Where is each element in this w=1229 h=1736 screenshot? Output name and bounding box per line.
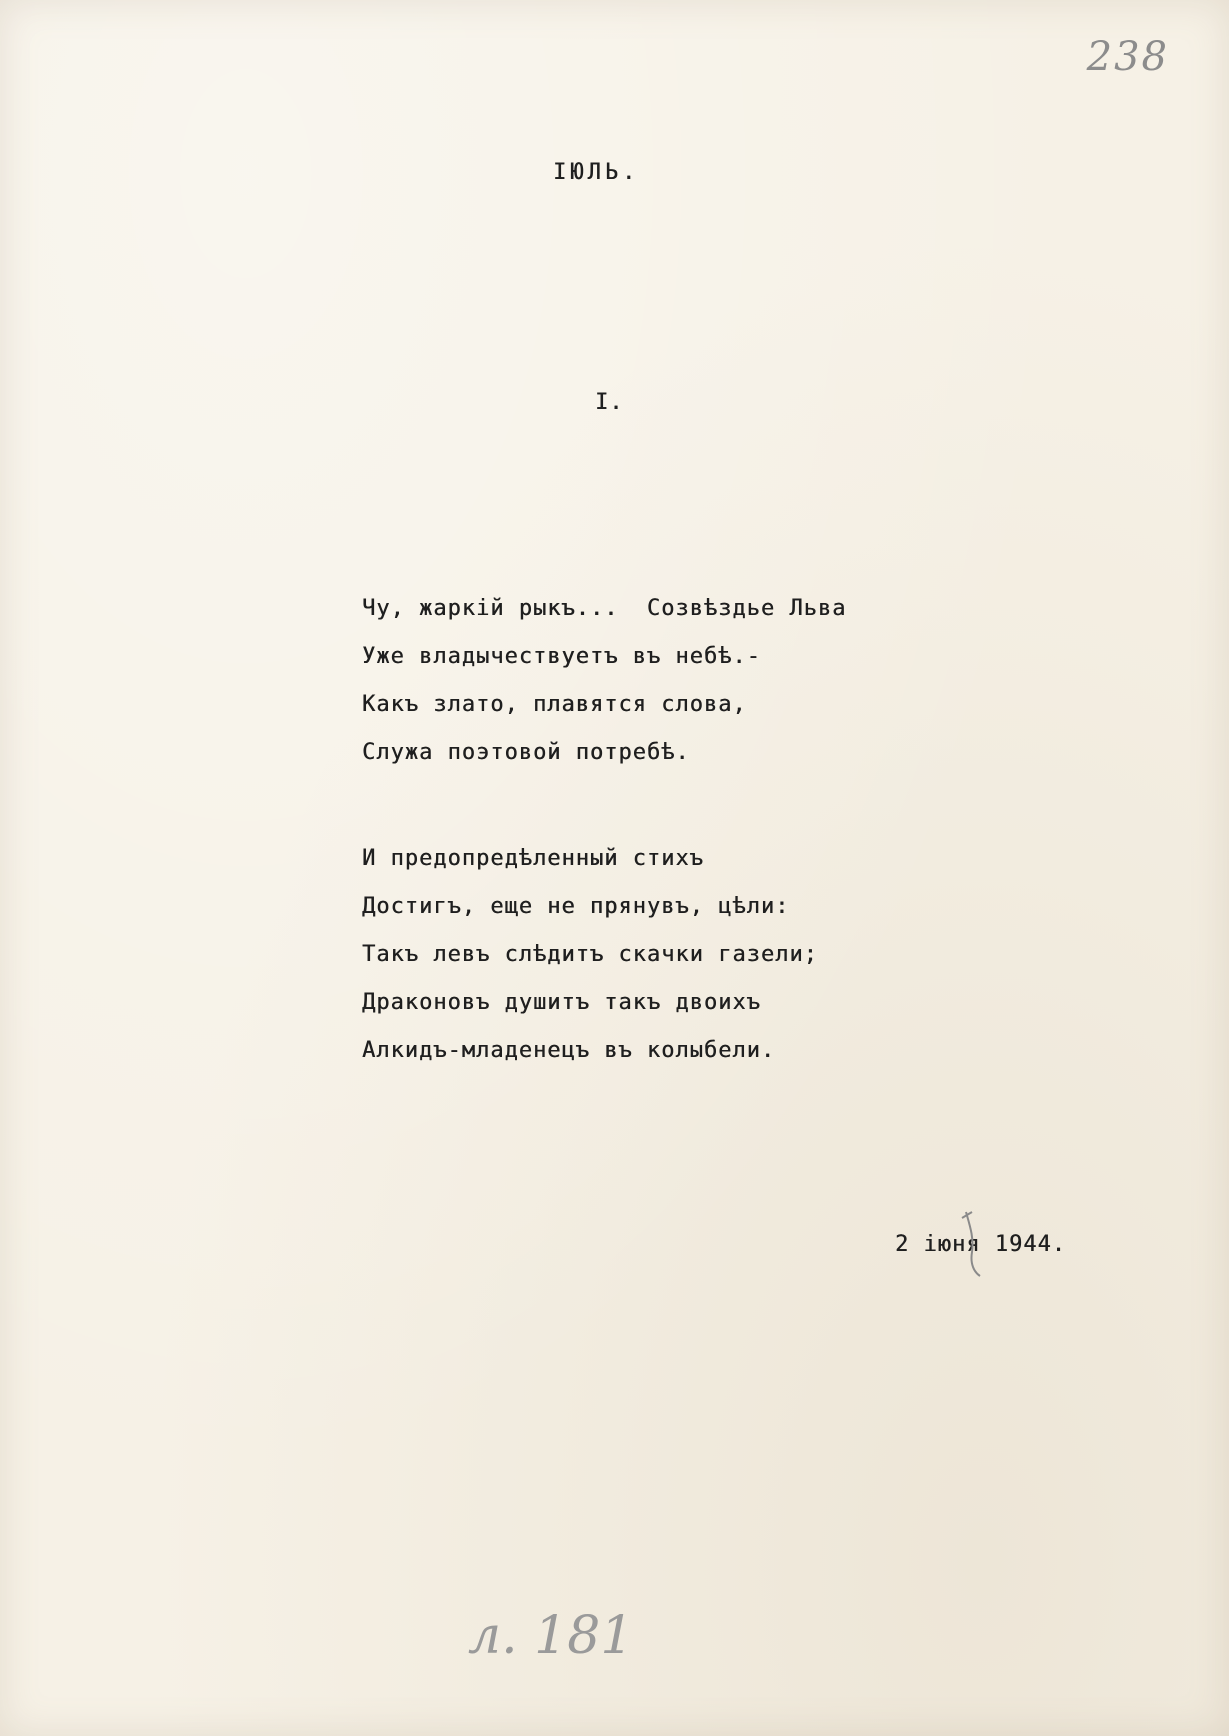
stanza-1 xyxy=(362,585,846,777)
verse-line: Служа поэтовой потребѣ. xyxy=(362,740,690,765)
verse-line: Драконовъ душитъ такъ двоихъ xyxy=(362,990,761,1015)
verse-line: Такъ левъ слѣдитъ скачки газели; xyxy=(362,942,818,967)
verse-line: Какъ злато, плавятся слова, xyxy=(362,692,747,717)
verse-line: Уже владычествуетъ въ небѣ.- xyxy=(362,644,761,669)
archive-sheet-number: л. 181 xyxy=(468,1606,634,1666)
verse-line: Достигъ, еще не прянувъ, цѣли: xyxy=(362,894,790,919)
poem-date: 2 іюня 1944. xyxy=(895,1232,1066,1257)
section-numeral: I. xyxy=(595,390,624,415)
handwritten-correction-mark xyxy=(958,1208,984,1278)
verse-line: Чу, жаркій рыкъ... Созвѣздье Льва xyxy=(362,596,847,621)
verse-line: И предопредѣленный стихъ xyxy=(362,846,704,871)
archive-page-number: 238 xyxy=(1086,34,1169,80)
stanza-2 xyxy=(362,835,818,1075)
poem-title: ІЮЛЬ. xyxy=(553,160,640,185)
verse-line: Алкидъ-младенецъ въ колыбели. xyxy=(362,1038,776,1063)
